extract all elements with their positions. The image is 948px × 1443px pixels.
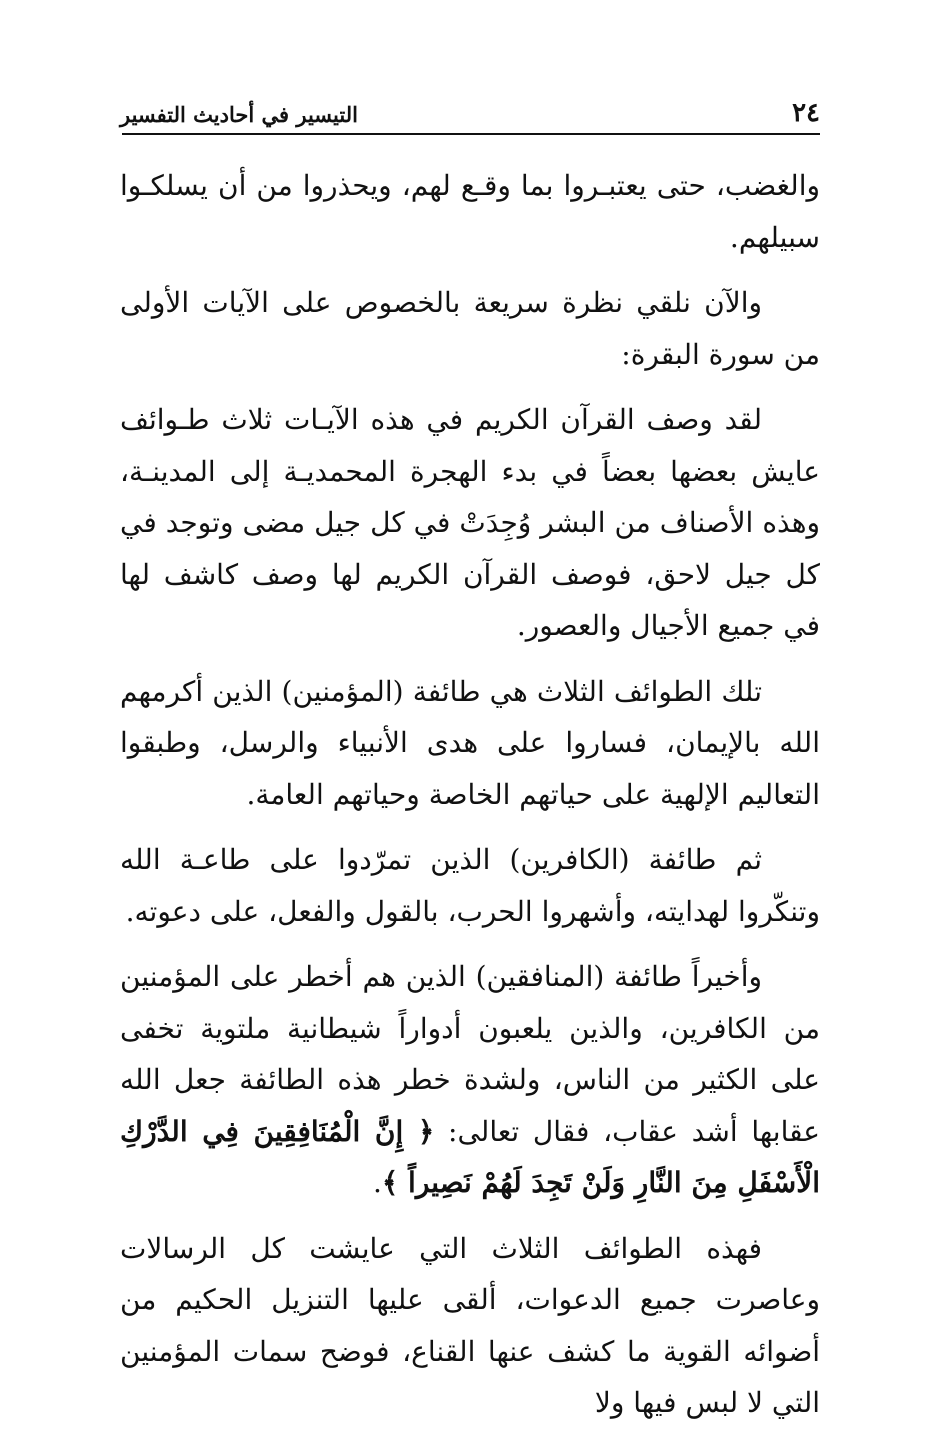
paragraph-6: [120, 951, 820, 1209]
paragraph-4: تلك الطوائف الثلاث هي طائفة (المؤمنين) الذين أكرمهم الله بالإيمان، فساروا على هدى الأنبياء والرسل، وطبقوا التعاليم الإلهية على حياتهم الخاصة وحياتهم العامة.: [120, 674, 820, 811]
running-header: [120, 96, 820, 136]
paragraph-6-end: .: [372, 1166, 382, 1199]
paragraph-7: فهذه الطوائف الثلاث التي عايشت كل الرسالات وعاصرت جميع الدعوات، ألقى عليها التنزيل الحكيم من أضوائه القوية ما كشف عنها القناع، فوضح سمات المؤمنين التي لا لبس فيها ولا: [120, 1231, 820, 1419]
paragraph-2: والآن نلقي نظرة سريعة بالخصوص على الآيات الأولى من سورة البقرة:: [120, 286, 820, 371]
quran-verse: ﴿ إِنَّ الْمُنَافِقِينَ فِي الدَّرْكِ الْأَسْفَلِ مِنَ النَّارِ وَلَنْ تَجِدَ لَهُمْ نَصِيراً ﴾: [120, 1114, 820, 1199]
page-number: ٢٤: [792, 98, 820, 128]
body-text: [120, 160, 820, 1443]
header-rule: [122, 133, 820, 135]
paragraph-3: لقد وصف القرآن الكريم في هذه الآيـات ثلاث طـوائف عايش بعضها بعضاً في بدء الهجرة المحمديـة إلى المدينـة، وهذه الأصناف من البشر وُجِدَتْ في كل جيل مضى وتوجد في كل جيل لاحق، فوصف القرآن الكريم لها وصف كاشف لها في جميع الأجيال والعصور.: [120, 403, 820, 642]
paragraph-5: ثم طائفة (الكافرين) الذين تمرّدوا على طاعـة الله وتنكّروا لهدايته، وأشهروا الحرب، بالقول والفعل، على دعوته.: [120, 843, 820, 928]
paragraph-1: والغضب، حتى يعتبـروا بما وقـع لهم، ويحذروا من أن يسلكـوا سبيلهم.: [120, 169, 820, 254]
book-title: التيسير في أحاديث التفسير: [120, 102, 358, 127]
paragraph-6-text: وأخيراً طائفة (المنافقين) الذين هم أخطر على المؤمنين من الكافرين، والذين يلعبون أدواراً شيطانية ملتوية تخفى على الكثير من الناس، ولشدة خطر هذه الطائفة جعل الله عقابها أشد عقاب، فقال تعالى:: [120, 960, 820, 1148]
